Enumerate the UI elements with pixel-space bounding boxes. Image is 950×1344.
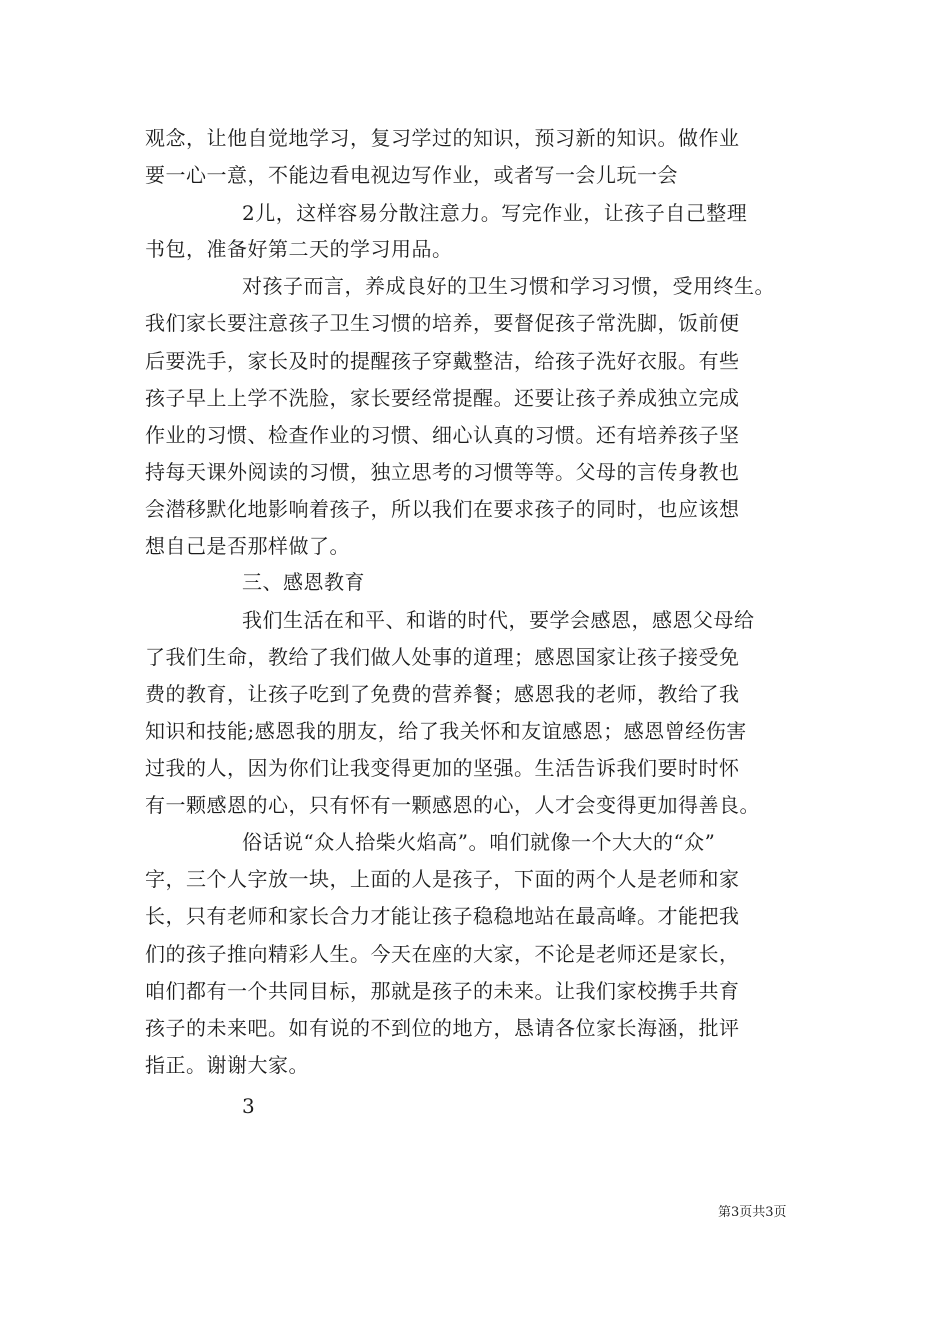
paragraph-first-line: 俗话说“众人拾柴火焰高”。咱们就像一个大大的“众” [242,830,716,854]
text-line: 观念，让他自觉地学习，复习学过的知识，预习新的知识。做作业 [145,126,740,150]
text-line: 了我们生命，教给了我们做人处事的道理；感恩国家让孩子接受免 [145,645,740,669]
text-line: 后要洗手，家长及时的提醒孩子穿戴整洁，给孩子洗好衣服。有些 [145,349,740,373]
text-line: 2儿，这样容易分散注意力。写完作业，让孩子自己整理 [242,201,748,225]
page-footer: 第3页共3页 [718,1205,787,1220]
text-line: 知识和技能;感恩我的朋友，给了我关怀和友谊感恩；感恩曾经伤害 [145,719,747,743]
section-heading: 三、感恩教育 [242,570,365,594]
text-line: 想自己是否那样做了。 [145,534,350,558]
text-line: 作业的习惯、检查作业的习惯、细心认真的习惯。还有培养孩子坚 [145,423,740,447]
text-line: 要一心一意，不能边看电视边写作业，或者写一会儿玩一会 [145,163,678,187]
text-line: 字，三个人字放一块，上面的人是孩子，下面的两个人是老师和家 [145,867,740,891]
text-line: 过我的人，因为你们让我变得更加的坚强。生活告诉我们要时时怀 [145,756,740,780]
text-line: 持每天课外阅读的习惯，独立思考的习惯等等。父母的言传身教也 [145,460,740,484]
text-line: 书包，准备好第二天的学习用品。 [145,237,453,261]
text-line: 孩子早上上学不洗脸，家长要经常提醒。还要让孩子养成独立完成 [145,386,740,410]
text-line: 会潜移默化地影响着孩子，所以我们在要求孩子的同时，也应该想 [145,497,740,521]
page-number-inline: 3 [242,1094,256,1118]
text-line: 们的孩子推向精彩人生。今天在座的大家，不论是老师还是家长， [145,942,740,966]
text-line: 费的教育，让孩子吃到了免费的营养餐；感恩我的老师，教给了我 [145,682,740,706]
paragraph-first-line: 对孩子而言，养成良好的卫生习惯和学习习惯，受用终生。 [242,274,775,298]
text-line: 我们家长要注意孩子卫生习惯的培养，要督促孩子常洗脚，饭前便 [145,311,740,335]
text-line: 有一颗感恩的心，只有怀有一颗感恩的心，人才会变得更加得善良。 [145,793,760,817]
text-line: 长，只有老师和家长合力才能让孩子稳稳地站在最高峰。才能把我 [145,904,740,928]
paragraph-first-line: 我们生活在和平、和谐的时代，要学会感恩，感恩父母给 [242,608,755,632]
text-line: 咱们都有一个共同目标，那就是孩子的未来。让我们家校携手共育 [145,979,740,1003]
text-line: 孩子的未来吧。如有说的不到位的地方，恳请各位家长海涵，批评 [145,1016,740,1040]
text-line: 指正。谢谢大家。 [145,1053,309,1077]
